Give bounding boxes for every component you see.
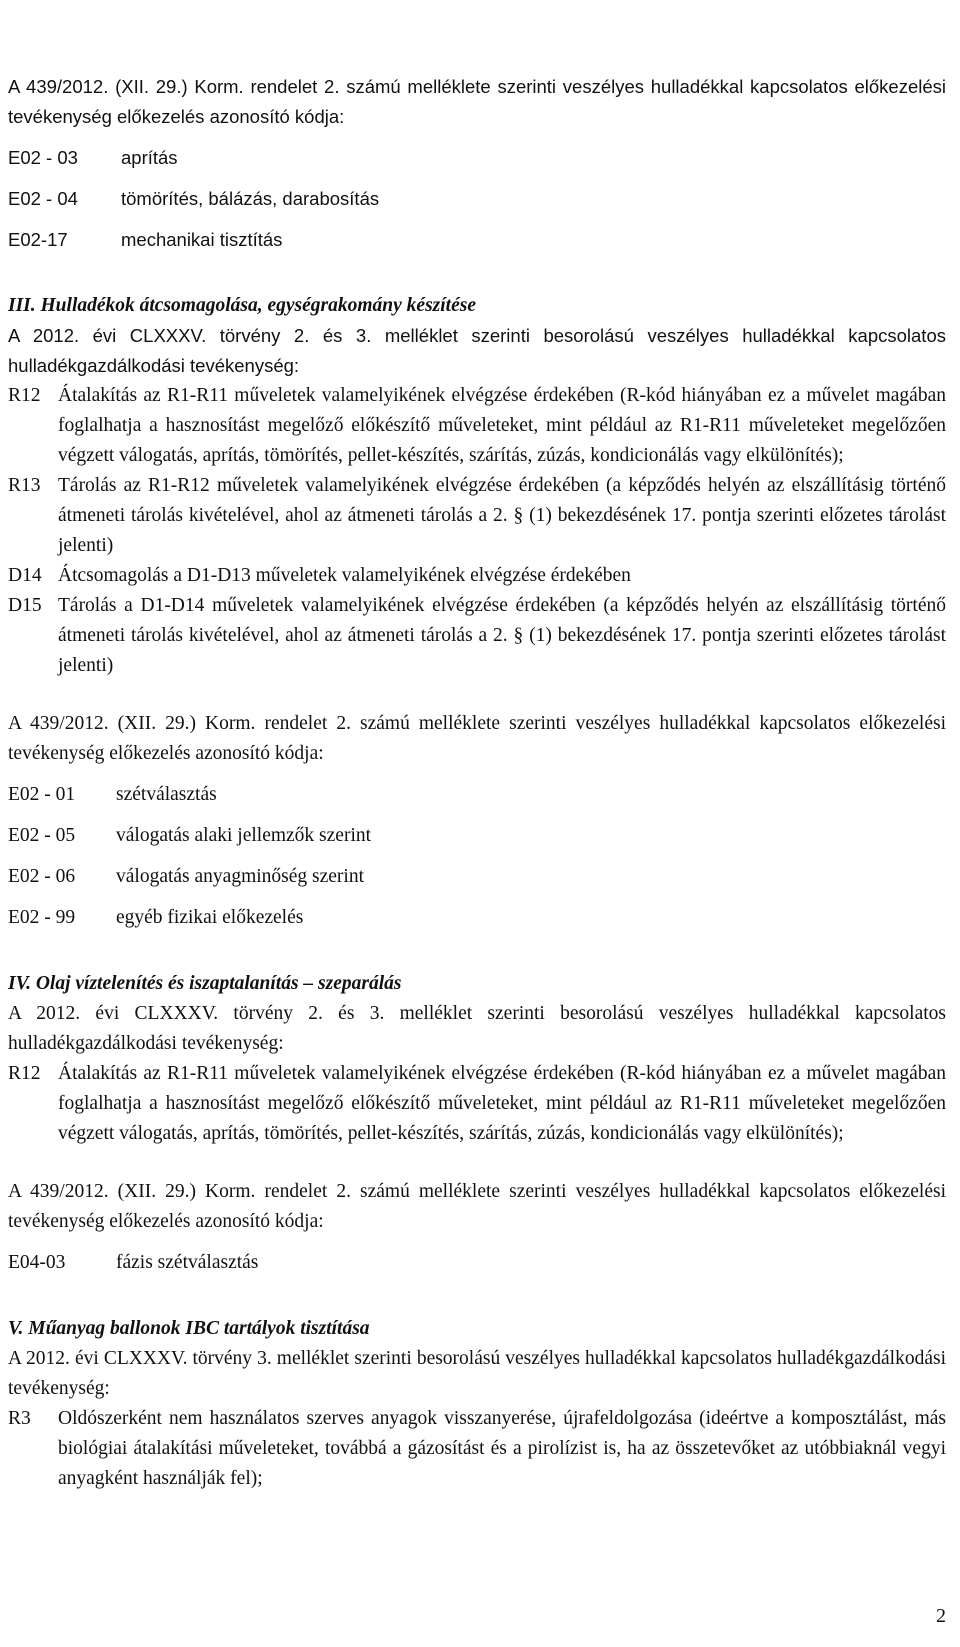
spacer: [8, 681, 946, 709]
intro-paragraph-2: A 439/2012. (XII. 29.) Korm. rendelet 2. számú melléklete szerinti veszélyes hulladékkal kapcsolatos előkezelési tevékenység előkezelés azonosító kódja:: [8, 713, 946, 764]
operation-code: D14: [8, 565, 42, 586]
operation-row: [8, 561, 946, 591]
spacer: [8, 1149, 946, 1177]
code-text: tömörítés, bálázás, darabosítás: [121, 188, 380, 209]
operation-text: Átcsomagolás a D1-D13 műveletek valamelyikének elvégzése érdekében: [58, 565, 631, 586]
code-label: E02-17: [8, 229, 68, 250]
operation-code: R12: [8, 1063, 41, 1084]
section-heading-4: IV. Olaj víztelenítés és iszaptalanítás – szeparálás: [8, 973, 402, 994]
code-row: [8, 862, 946, 892]
code-row: [8, 184, 946, 214]
code-text: aprítás: [121, 147, 178, 168]
code-row: [8, 225, 946, 255]
code-text: fázis szétválasztás: [116, 1252, 259, 1273]
spacer: [8, 933, 946, 969]
spacer: [8, 255, 946, 291]
section-heading-3: III. Hulladékok átcsomagolása, egységrakomány készítése: [8, 295, 476, 316]
document-page: [8, 72, 946, 1494]
operation-text: Tárolás az R1-R12 műveletek valamelyikének elvégzése érdekében (a képződés helyén az elszállításig történő átmeneti tárolás kivételével, ahol az átmeneti tárolás a 2. § (1) bekezdésének 17. pontja szerinti előzetes tárolást jelenti): [58, 475, 946, 556]
operation-code: R13: [8, 475, 41, 496]
operation-text: Tárolás a D1-D14 műveletek valamelyikének elvégzése érdekében (a képződés helyén az elszállításig történő átmeneti tárolás kivételével, ahol az átmeneti tárolás a 2. § (1) bekezdésének 17. pontja szerinti előzetes tárolást jelenti): [58, 595, 946, 676]
operation-code: D15: [8, 595, 42, 616]
section-intro-4: A 2012. évi CLXXXV. törvény 2. és 3. melléklet szerinti besorolású veszélyes hulladékkal kapcsolatos hulladékgazdálkodási tevékenység:: [8, 1003, 946, 1054]
operation-code: R12: [8, 385, 41, 406]
operation-text: Oldószerként nem használatos szerves anyagok visszanyerése, újrafeldolgozása (ideértve a komposztálást, más biológiai átalakítási műveleteket, továbbá a gázosítást és a pirolízist is, ha az összetevőket az utóbbiaknál vegyi anyagként használják fel);: [58, 1408, 946, 1489]
operation-code: R3: [8, 1408, 31, 1429]
operation-row: [8, 471, 946, 561]
code-label: E02 - 03: [8, 147, 78, 168]
code-row: [8, 821, 946, 851]
code-row: [8, 143, 946, 173]
code-text: szétválasztás: [116, 784, 217, 805]
section-intro-3: A 2012. évi CLXXXV. törvény 2. és 3. melléklet szerinti besorolású veszélyes hulladékkal kapcsolatos hulladékgazdálkodási tevékenység:: [8, 325, 946, 376]
operation-row: [8, 1059, 946, 1149]
code-label: E02 - 99: [8, 907, 76, 928]
operation-text: Átalakítás az R1-R11 műveletek valamelyikének elvégzése érdekében (R-kód hiányában ez a művelet magában foglalhatja a hasznosítást megelőző előkészítő műveleteket, mint például az R1-R11 műveleteket megelőzően végzett válogatás, aprítás, tömörítés, pellet-készítés, szárítás, zúzás, kondicionálás vagy elkülönítés);: [58, 385, 946, 466]
intro-paragraph-3: A 439/2012. (XII. 29.) Korm. rendelet 2. számú melléklete szerinti veszélyes hulladékkal kapcsolatos előkezelési tevékenység előkezelés azonosító kódja:: [8, 1181, 946, 1232]
code-row: [8, 903, 946, 933]
page-number: 2: [936, 1605, 946, 1627]
section-heading-5: V. Műanyag ballonok IBC tartályok tisztítása: [8, 1318, 370, 1339]
code-row: [8, 1248, 946, 1278]
section-intro-5: A 2012. évi CLXXXV. törvény 3. melléklet szerinti besorolású veszélyes hulladékkal kapcsolatos hulladékgazdálkodási tevékenység:: [8, 1348, 946, 1399]
code-text: válogatás alaki jellemzők szerint: [116, 825, 372, 846]
code-text: egyéb fizikai előkezelés: [116, 907, 304, 928]
intro-paragraph-1: A 439/2012. (XII. 29.) Korm. rendelet 2. számú melléklete szerinti veszélyes hulladékkal kapcsolatos előkezelési tevékenység előkezelés azonosító kódja:: [8, 76, 946, 127]
operation-row: [8, 591, 946, 681]
code-label: E04-03: [8, 1252, 66, 1273]
code-text: válogatás anyagminőség szerint: [116, 866, 365, 887]
operation-row: [8, 1404, 946, 1494]
operation-text: Átalakítás az R1-R11 műveletek valamelyikének elvégzése érdekében (R-kód hiányában ez a művelet magában foglalhatja a hasznosítást megelőző előkészítő műveleteket, mint például az R1-R11 műveleteket megelőzően végzett válogatás, aprítás, tömörítés, pellet-készítés, szárítás, zúzás, kondicionálás vagy elkülönítés);: [58, 1063, 946, 1144]
operation-row: [8, 381, 946, 471]
spacer: [8, 1278, 946, 1314]
code-label: E02 - 06: [8, 866, 76, 887]
code-label: E02 - 01: [8, 784, 76, 805]
code-text: mechanikai tisztítás: [121, 229, 283, 250]
code-label: E02 - 04: [8, 188, 78, 209]
code-row: [8, 780, 946, 810]
code-label: E02 - 05: [8, 825, 76, 846]
